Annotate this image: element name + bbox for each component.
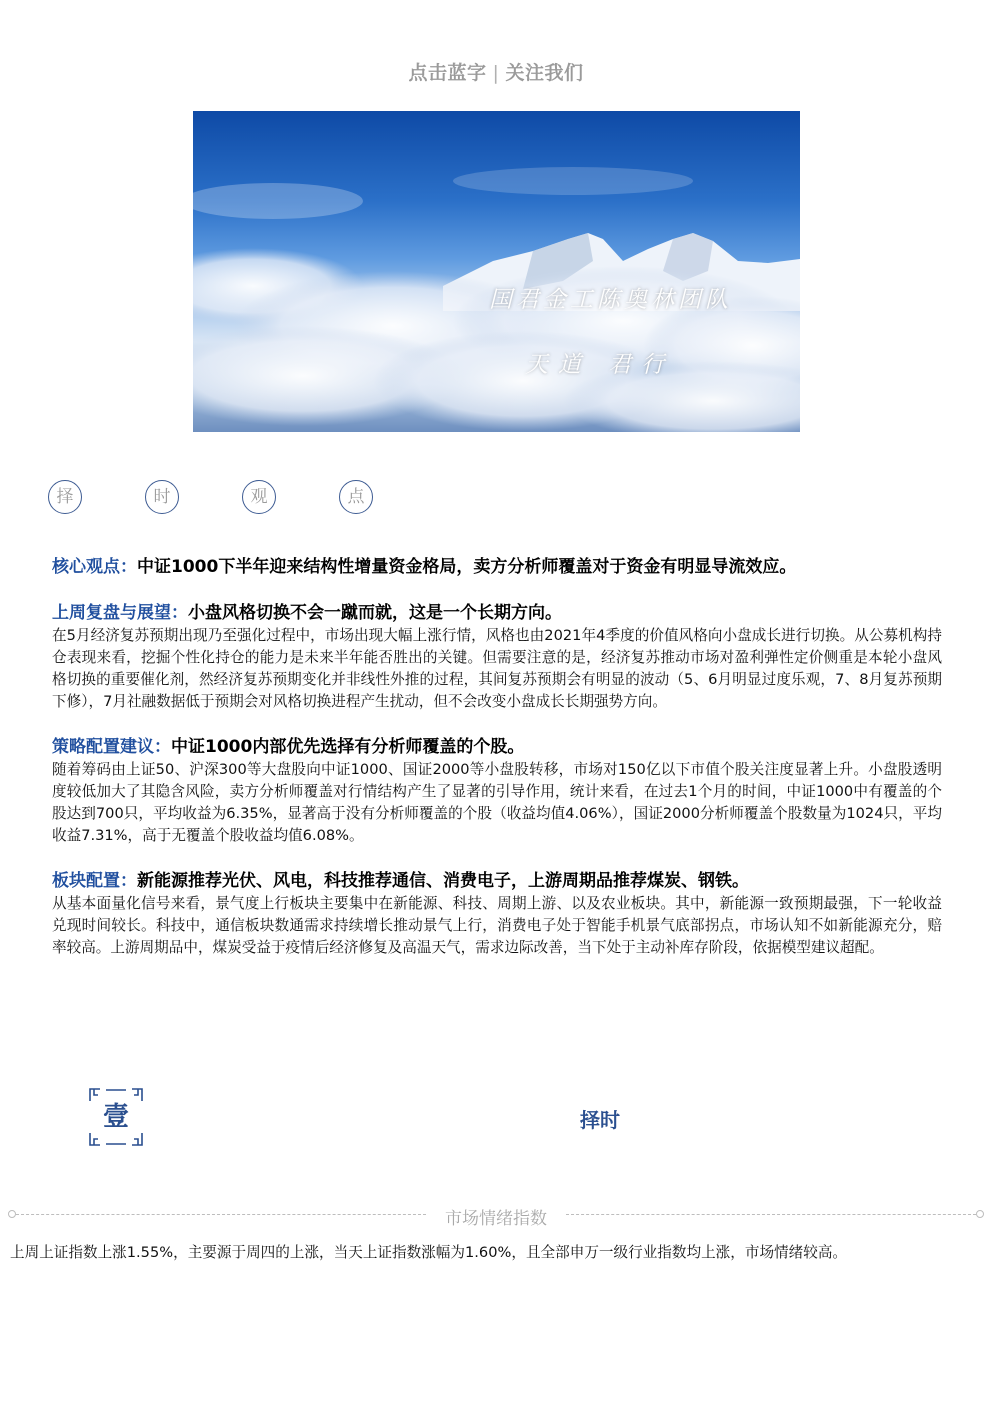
circle-char-3: 观: [242, 480, 276, 514]
review-body: 在5月经济复苏预期出现乃至强化过程中，市场出现大幅上涨行情，风格也由2021年4季度的价值风格向小盘成长进行切换。从公募机构持仓表现来看，挖掘个性化持仓的能力是未来半年能否胜出的关键。但需要注意的是，经济复苏推动市场对盈利弹性定价侧重是本轮小盘风格切换的重要催化剂，然经济复苏预期变化并非线性外推的过程，其间复苏预期会有明显的波动（5、6月明显过度乐观，7、8月复苏预期下修），7月社融数据低于预期会对风格切换进程产生扰动，但不会改变小盘成长长期强势方向。: [52, 627, 942, 710]
subsection-divider: [8, 1206, 984, 1229]
banner-scenery: [193, 111, 800, 432]
sector-body: 从基本面量化信号来看，景气度上行板块主要集中在新能源、科技、周期上游、以及农业板块。其中，新能源一致预期最强，下一轮收益兑现时间较长。科技中，通信板块数通需求持续增长推动景气上行，消费电子处于智能手机景气底部拐点，市场认知不如新能源充分，赔率较高。上游周期品中，煤炭受益于疫情后经济修复及高温天气，需求边际改善，当下处于主动补库存阶段，依据模型建议超配。: [52, 895, 942, 956]
subsection-title: 市场情绪指数: [445, 1209, 547, 1229]
strategy-body: 随着筹码由上证50、沪深300等大盘股向中证1000、国证2000等小盘股转移，市场对150亿以下市值个股关注度显著上升。小盘股透明度较低加大了其隐含风险，卖方分析师覆盖对行情结构产生了显著的引导作用，统计来看，在过去1个月的时间，中证1000中有覆盖的个股达到700只，平均收益为6.35%，显著高于没有分析师覆盖的个股（收益均值4.06%），国证2000分析师覆盖个股数量为1024只，平均收益7.31%，高于无覆盖个股收益均值6.08%。: [52, 761, 942, 844]
core-view-heading: [52, 555, 942, 579]
banner-image: [193, 111, 800, 432]
strategy-text: 中证1000内部优先选择有分析师覆盖的个股。: [171, 737, 525, 757]
sector-label: 板块配置：: [52, 871, 137, 891]
follow-left: 点击蓝字: [408, 62, 487, 84]
follow-right: 关注我们: [505, 62, 584, 84]
review-heading: [52, 601, 942, 625]
summary-content: [52, 555, 942, 959]
follow-separator: |: [492, 62, 500, 84]
banner-caption-team: 国君金工陈奥林团队: [489, 287, 732, 313]
section-numeral: 壹: [102, 1102, 129, 1132]
strategy-heading: [52, 735, 942, 759]
sector-heading: [52, 869, 942, 893]
review-text: 小盘风格切换不会一蹴而就，这是一个长期方向。: [188, 603, 562, 623]
sector-text: 新能源推荐光伏、风电，科技推荐通信、消费电子，上游周期品推荐煤炭、钢铁。: [137, 871, 749, 891]
section-title: 择时: [580, 1108, 620, 1132]
sentiment-body: 上周上证指数上涨1.55%，主要源于周四的上涨，当天上证指数涨幅为1.60%，且全部申万一级行业指数均上涨，市场情绪较高。: [10, 1244, 848, 1261]
follow-banner[interactable]: [0, 58, 992, 85]
circle-char-2: 时: [145, 480, 179, 514]
circle-char-4: 点: [339, 480, 373, 514]
banner-caption-motto: 天道 君行: [525, 352, 675, 378]
review-label: 上周复盘与展望：: [52, 603, 188, 623]
core-view-label: 核心观点：: [52, 557, 137, 577]
strategy-label: 策略配置建议：: [52, 737, 171, 757]
section-numeral-frame: [88, 1087, 144, 1147]
core-view-text: 中证1000下半年迎来结构性增量资金格局，卖方分析师覆盖对于资金有明显导流效应。: [137, 557, 797, 577]
circle-char-1: 择: [48, 480, 82, 514]
